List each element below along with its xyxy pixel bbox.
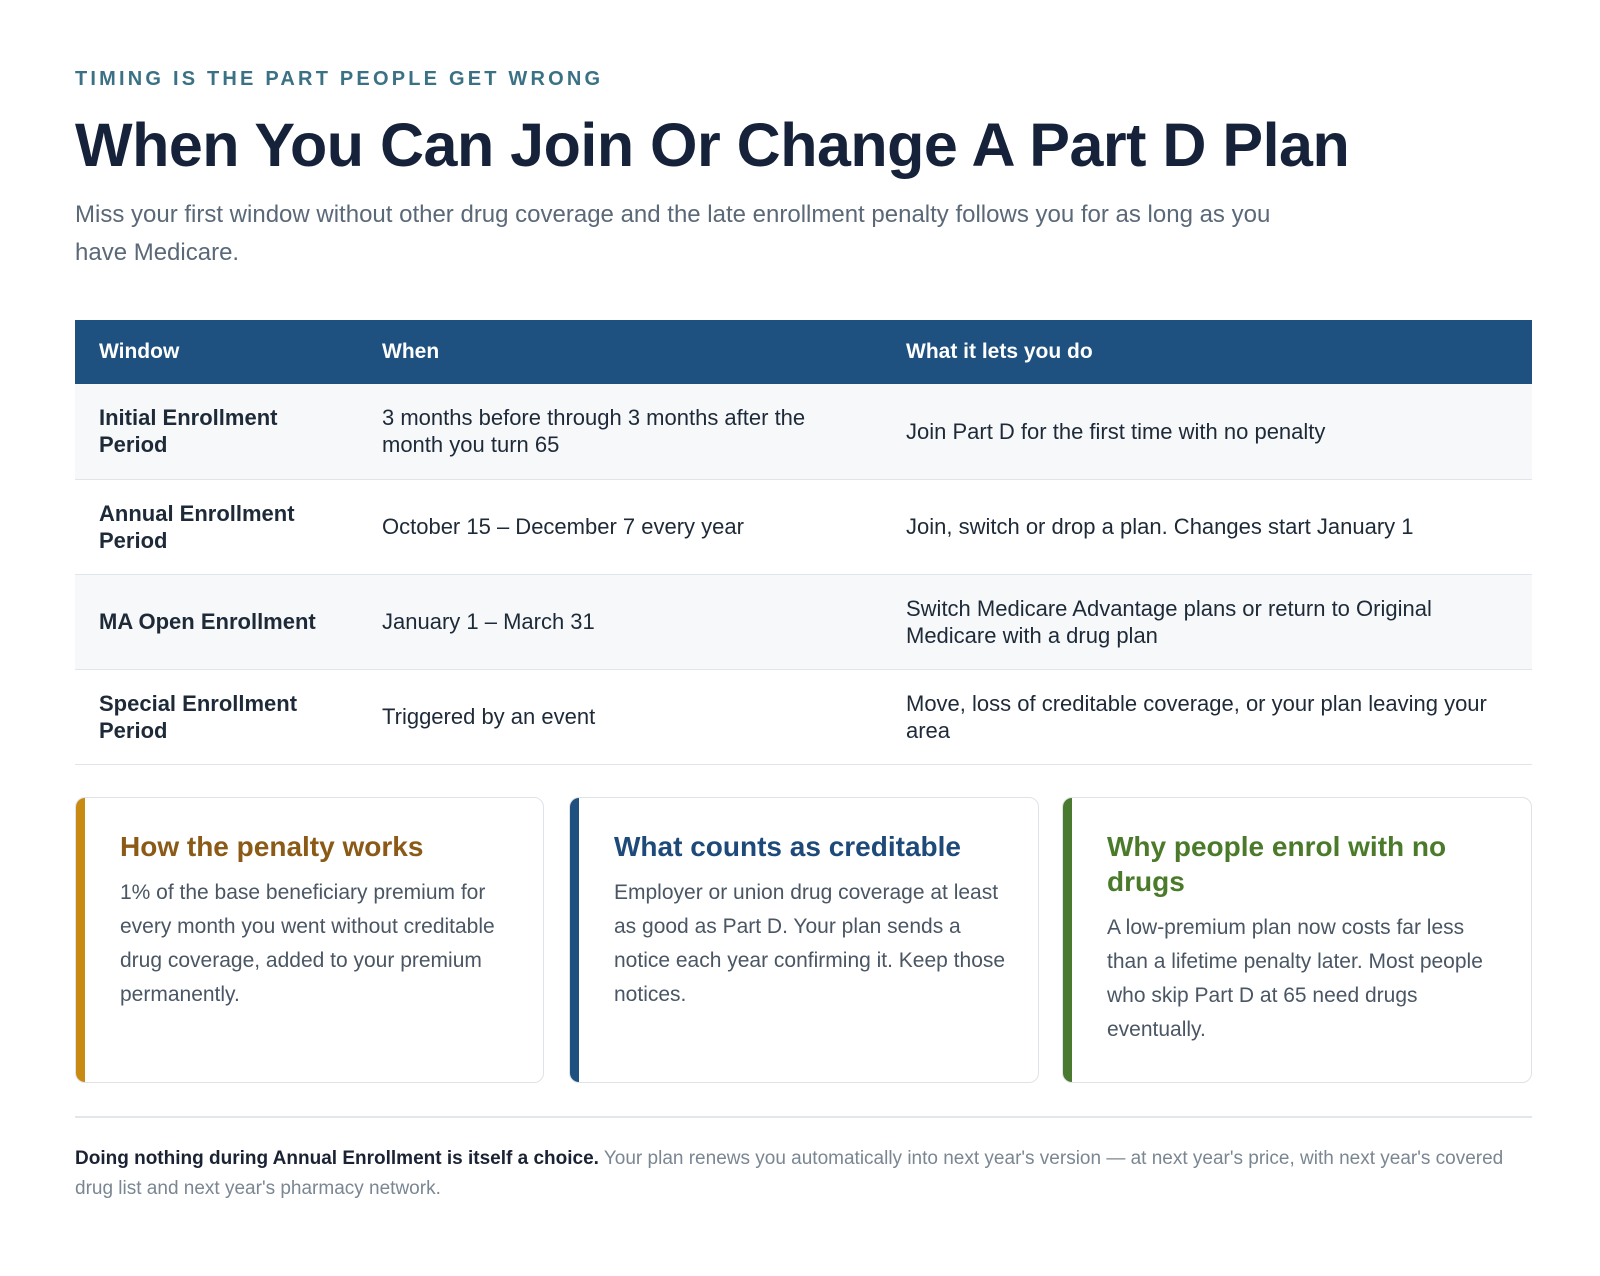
enrollment-windows-table <box>75 320 1532 765</box>
window-name: Special Enrollment Period <box>75 669 358 764</box>
window-when: January 1 – March 31 <box>358 574 882 669</box>
footnote-text: Your plan renews you automatically into next year's version — at next year's price, with next year's covered drug list and next year's pharmacy network. <box>75 1148 1504 1199</box>
card-accent-bar <box>1063 798 1072 1082</box>
table-row <box>75 574 1532 669</box>
table-row <box>75 669 1532 764</box>
window-when: October 15 – December 7 every year <box>358 479 882 574</box>
table-row <box>75 384 1532 479</box>
divider <box>75 1116 1532 1118</box>
table-header-row <box>75 320 1532 384</box>
footnote <box>75 1144 1532 1204</box>
card-body: Employer or union drug coverage at least as good as Part D. Your plan sends a notice each year confirming it. Keep those notices. <box>614 881 1006 1006</box>
card-body: 1% of the base beneficiary premium for every month you went without creditable drug coverage, added to your premium permanently. <box>120 881 495 1006</box>
card-title: Why people enrol with no drugs <box>1107 831 1447 897</box>
column-header-window: Window <box>75 320 358 384</box>
card-accent-bar <box>570 798 579 1082</box>
eyebrow: TIMING IS THE PART PEOPLE GET WRONG <box>75 68 604 90</box>
card-title: How the penalty works <box>120 831 424 862</box>
creditable-card <box>569 797 1039 1083</box>
why-enrol-card <box>1062 797 1532 1083</box>
window-what: Join, switch or drop a plan. Changes start January 1 <box>882 479 1532 574</box>
window-name: Initial Enrollment Period <box>75 384 358 479</box>
page-title: When You Can Join Or Change A Part D Plan <box>75 111 1350 179</box>
window-what: Move, loss of creditable coverage, or your plan leaving your area <box>882 669 1532 764</box>
intro-text: Miss your first window without other drug coverage and the late enrollment penalty follows you for as long as you have Medicare. <box>75 201 1271 266</box>
card-accent-bar <box>76 798 85 1082</box>
window-what: Join Part D for the first time with no penalty <box>882 384 1532 479</box>
window-what: Switch Medicare Advantage plans or return to Original Medicare with a drug plan <box>882 574 1532 669</box>
column-header-when: When <box>358 320 882 384</box>
window-when: 3 months before through 3 months after the month you turn 65 <box>358 384 882 479</box>
card-body: A low-premium plan now costs far less than a lifetime penalty later. Most people who skip Part D at 65 need drugs eventually. <box>1107 916 1483 1041</box>
window-name: MA Open Enrollment <box>75 574 358 669</box>
column-header-what: What it lets you do <box>882 320 1532 384</box>
window-when: Triggered by an event <box>358 669 882 764</box>
info-cards <box>75 797 1532 1083</box>
card-title: What counts as creditable <box>614 831 961 862</box>
table-row <box>75 479 1532 574</box>
footnote-emphasis: Doing nothing during Annual Enrollment is itself a choice. <box>75 1148 599 1169</box>
penalty-card <box>75 797 544 1083</box>
window-name: Annual Enrollment Period <box>75 479 358 574</box>
